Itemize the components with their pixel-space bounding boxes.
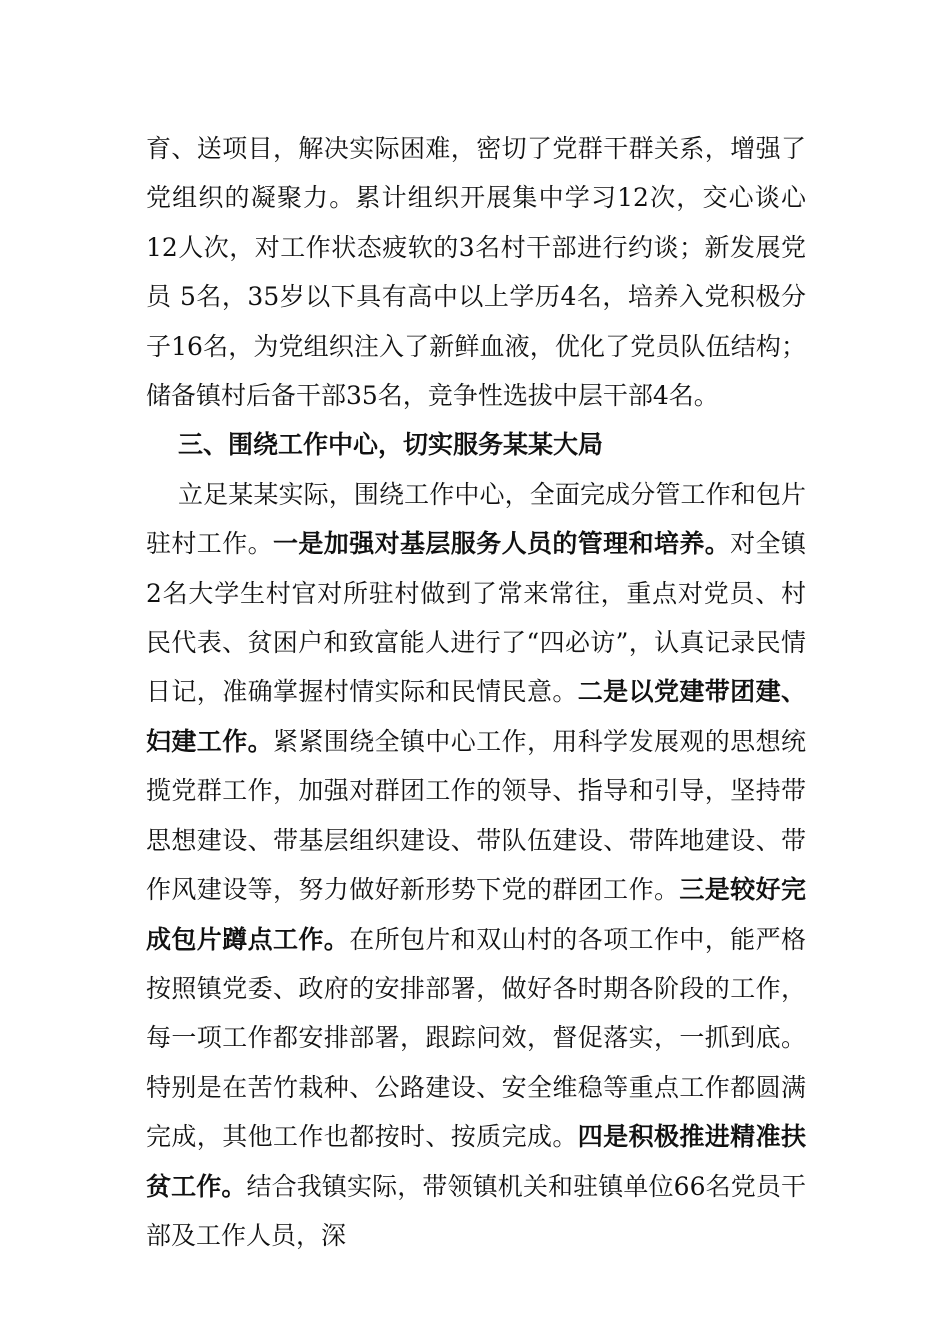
point-1-title: 一是加强对基层服务人员的管理和培养。: [273, 529, 731, 559]
point-4-body: 结合我镇实际，带领镇机关和驻镇单位66名党员干部及工作人员，深: [146, 1171, 806, 1250]
paragraph-work-center: [146, 470, 806, 1261]
point-2-body: 紧紧围绕全镇中心工作，用科学发展观的思想统揽党群工作，加强对群团工作的领导、指导和引导，坚持带思想建设、带基层组织建设、带队伍建设、带阵地建设、带作风建设等，努力做好新形势下党的群团工作。: [146, 726, 806, 905]
point-1-body: 对全镇2名大学生村官对所驻村做到了常来常往，重点对党员、村民代表、贫困户和致富能人进行了“四必访”，认真记录民情日记，准确掌握村情实际和民情民意。: [146, 529, 806, 707]
point-3-title: 三是较好完成包片蹲点工作。: [146, 875, 806, 954]
paragraph-intro: 立足某某实际，围绕工作中心，全面完成分管工作和包片驻村工作。: [146, 479, 806, 559]
document-page: [146, 124, 806, 1260]
point-4-title: 四是积极推进精准扶贫工作。: [146, 1122, 806, 1201]
section-heading: 三、围绕工作中心，切实服务某某大局: [178, 430, 604, 460]
point-3-body: 在所包片和双山村的各项工作中，能严格按照镇党委、政府的安排部署，做好各时期各阶段的工作，每一项工作都安排部署，跟踪问效，督促落实，一抓到底。特别是在苦竹栽种、公路建设、安全维稳等重点工作都圆满完成，其他工作也都按时、按质完成。: [146, 924, 806, 1152]
point-2-title: 二是以党建带团建、妇建工作。: [146, 677, 806, 756]
paragraph-continuation: 育、送项目，解决实际困难，密切了党群干群关系，增强了党组织的凝聚力。累计组织开展集中学习12次，交心谈心12人次，对工作状态疲软的3名村干部进行约谈；新发展党员 5名，35岁以下具有高中以上学历4名，培养入党积极分子16名，为党组织注入了新鲜血液，优化了党员队伍结构；储备镇村后备干部35名，竞争性选拔中层干部4名。: [146, 134, 806, 411]
